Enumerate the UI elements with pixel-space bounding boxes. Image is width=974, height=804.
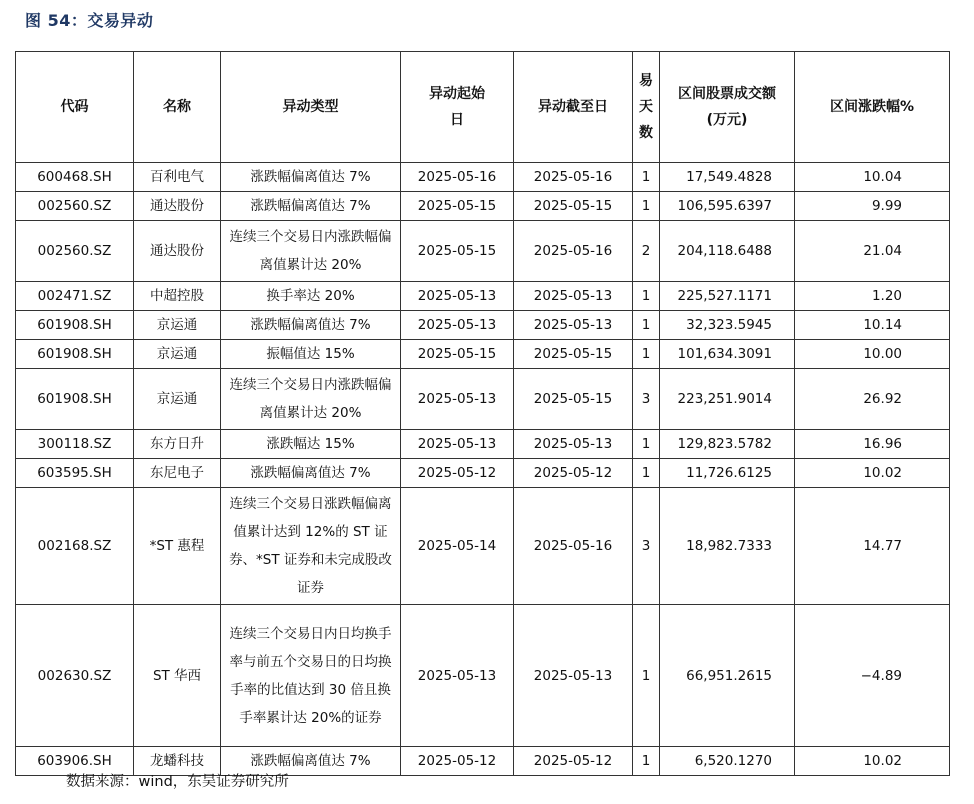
cell-volume: 11,726.6125 [660,459,795,488]
cell-days: 1 [633,605,660,747]
cell-type: 涨跌幅偏离值达 7% [221,459,401,488]
cell-end: 2025-05-15 [514,340,633,369]
cell-volume: 223,251.9014 [660,369,795,430]
cell-code: 601908.SH [16,369,134,430]
cell-start: 2025-05-15 [401,340,514,369]
cell-end: 2025-05-16 [514,221,633,282]
cell-days: 1 [633,430,660,459]
cell-change: 9.99 [795,192,950,221]
cell-days: 3 [633,488,660,605]
cell-type: 涨跌幅偏离值达 7% [221,311,401,340]
cell-name: ST 华西 [134,605,221,747]
header-change: 区间涨跌幅% [795,52,950,163]
cell-end: 2025-05-16 [514,163,633,192]
header-days: 易天数 [633,52,660,163]
cell-end: 2025-05-15 [514,369,633,430]
cell-start: 2025-05-13 [401,282,514,311]
cell-change: 26.92 [795,369,950,430]
cell-name: 通达股份 [134,221,221,282]
cell-change: 10.02 [795,747,950,776]
cell-start: 2025-05-13 [401,605,514,747]
cell-end: 2025-05-13 [514,430,633,459]
cell-change: 10.14 [795,311,950,340]
cell-days: 1 [633,747,660,776]
cell-days: 1 [633,340,660,369]
cell-change: −4.89 [795,605,950,747]
table-row [16,192,950,221]
table-row [16,459,950,488]
table-row [16,369,950,430]
cell-volume: 17,549.4828 [660,163,795,192]
cell-end: 2025-05-13 [514,605,633,747]
cell-days: 1 [633,459,660,488]
table-row [16,282,950,311]
cell-name: 东方日升 [134,430,221,459]
cell-code: 002560.SZ [16,221,134,282]
header-type: 异动类型 [221,52,401,163]
cell-code: 603595.SH [16,459,134,488]
table-row [16,430,950,459]
cell-end: 2025-05-16 [514,488,633,605]
cell-name: 百利电气 [134,163,221,192]
cell-volume: 18,982.7333 [660,488,795,605]
cell-start: 2025-05-13 [401,369,514,430]
cell-days: 1 [633,282,660,311]
cell-name: 中超控股 [134,282,221,311]
cell-name: 京运通 [134,369,221,430]
cell-change: 21.04 [795,221,950,282]
cell-days: 3 [633,369,660,430]
header-end: 异动截至日 [514,52,633,163]
cell-days: 1 [633,311,660,340]
table-body [16,163,950,776]
cell-volume: 129,823.5782 [660,430,795,459]
cell-end: 2025-05-13 [514,282,633,311]
table-container [15,51,949,776]
cell-days: 1 [633,192,660,221]
cell-volume: 101,634.3091 [660,340,795,369]
table-row [16,221,950,282]
cell-type: 涨跌幅达 15% [221,430,401,459]
cell-change: 1.20 [795,282,950,311]
cell-code: 601908.SH [16,311,134,340]
table-row [16,488,950,605]
cell-type: 连续三个交易日内涨跌幅偏离值累计达 20% [221,221,401,282]
figure-title: 图 54：交易异动 [25,11,154,30]
cell-name: 龙蟠科技 [134,747,221,776]
table-row [16,605,950,747]
header-start: 异动起始日 [401,52,514,163]
cell-type: 连续三个交易日内日均换手率与前五个交易日的日均换手率的比值达到 30 倍且换手率累计达 20%的证券 [221,605,401,747]
cell-code: 601908.SH [16,340,134,369]
cell-code: 600468.SH [16,163,134,192]
cell-name: *ST 惠程 [134,488,221,605]
cell-start: 2025-05-13 [401,430,514,459]
cell-volume: 204,118.6488 [660,221,795,282]
cell-change: 16.96 [795,430,950,459]
cell-type: 涨跌幅偏离值达 7% [221,163,401,192]
header-code: 代码 [16,52,134,163]
header-name: 名称 [134,52,221,163]
cell-change: 10.02 [795,459,950,488]
cell-end: 2025-05-12 [514,747,633,776]
cell-type: 振幅值达 15% [221,340,401,369]
cell-code: 603906.SH [16,747,134,776]
table-header-row [16,52,950,163]
cell-start: 2025-05-12 [401,747,514,776]
cell-start: 2025-05-15 [401,192,514,221]
cell-end: 2025-05-15 [514,192,633,221]
cell-volume: 6,520.1270 [660,747,795,776]
source-note: 数据来源：wind，东吴证券研究所 [66,774,289,790]
cell-name: 东尼电子 [134,459,221,488]
cell-name: 京运通 [134,311,221,340]
cell-volume: 225,527.1171 [660,282,795,311]
cell-type: 换手率达 20% [221,282,401,311]
cell-code: 002630.SZ [16,605,134,747]
cell-start: 2025-05-13 [401,311,514,340]
table-row [16,311,950,340]
cell-name: 通达股份 [134,192,221,221]
cell-volume: 66,951.2615 [660,605,795,747]
cell-code: 002168.SZ [16,488,134,605]
cell-change: 10.00 [795,340,950,369]
cell-start: 2025-05-14 [401,488,514,605]
cell-start: 2025-05-16 [401,163,514,192]
cell-end: 2025-05-12 [514,459,633,488]
cell-type: 连续三个交易日内涨跌幅偏离值累计达 20% [221,369,401,430]
cell-volume: 32,323.5945 [660,311,795,340]
cell-code: 002560.SZ [16,192,134,221]
cell-code: 002471.SZ [16,282,134,311]
cell-end: 2025-05-13 [514,311,633,340]
abnormal-trading-table [15,51,950,776]
cell-start: 2025-05-15 [401,221,514,282]
cell-type: 连续三个交易日涨跌幅偏离值累计达到 12%的 ST 证券、*ST 证券和未完成股改证券 [221,488,401,605]
table-row [16,163,950,192]
cell-code: 300118.SZ [16,430,134,459]
cell-type: 涨跌幅偏离值达 7% [221,192,401,221]
header-volume: 区间股票成交额(万元) [660,52,795,163]
cell-start: 2025-05-12 [401,459,514,488]
cell-days: 2 [633,221,660,282]
cell-change: 10.04 [795,163,950,192]
cell-volume: 106,595.6397 [660,192,795,221]
cell-change: 14.77 [795,488,950,605]
cell-days: 1 [633,163,660,192]
table-row [16,340,950,369]
cell-name: 京运通 [134,340,221,369]
cell-type: 涨跌幅偏离值达 7% [221,747,401,776]
